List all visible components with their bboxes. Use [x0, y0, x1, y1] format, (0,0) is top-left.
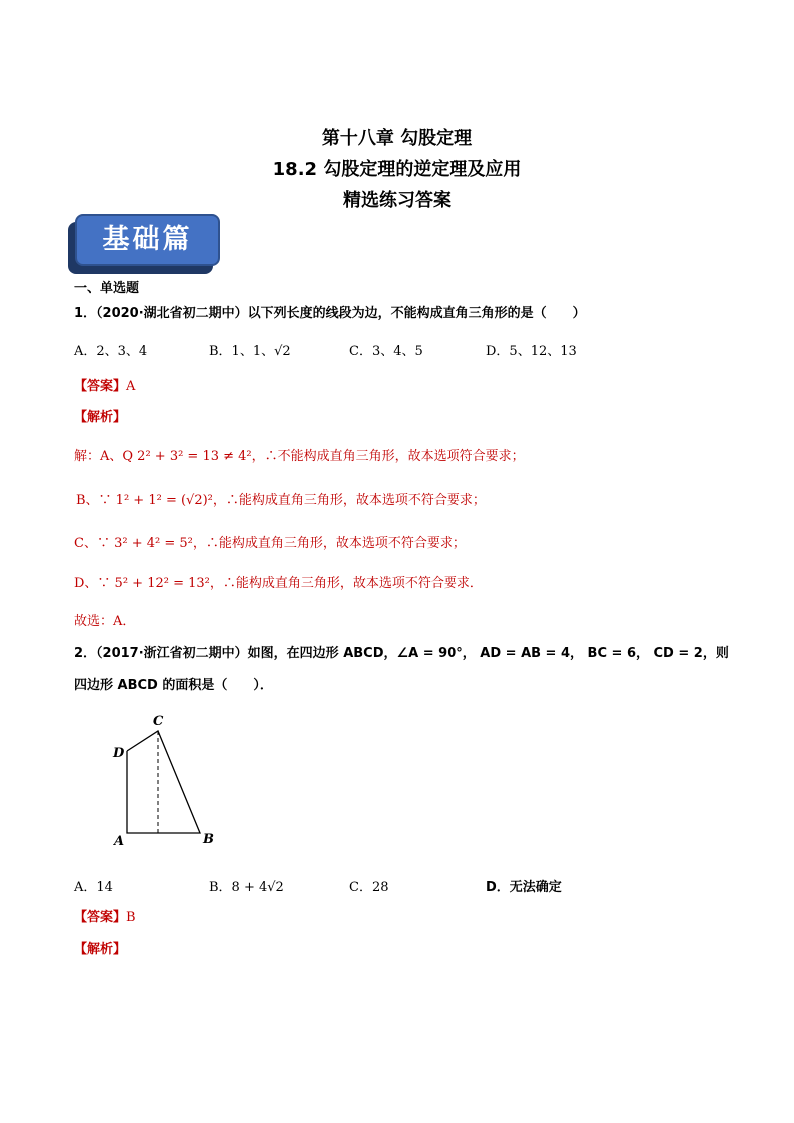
q2-stem-line2: 四边形 ABCD 的面积是（ ）．: [74, 678, 273, 693]
q1-option-a: A．2、3、4: [74, 344, 148, 359]
badge-label: 基础篇: [102, 224, 193, 255]
vertex-c-label: C: [153, 714, 164, 729]
q1-analysis-line-d: D、∵ 5² + 12² = 13²，∴能构成直角三角形，故本选项不符合要求．: [74, 576, 483, 591]
vertex-a-label: A: [114, 834, 125, 849]
q1-option-b: B．1、1、√2: [209, 344, 291, 359]
q2-option-b: B．8 + 4√2: [209, 880, 284, 895]
vertex-d-label: D: [113, 746, 125, 761]
q1-stem: 1．（2020·湖北省初二期中）以下列长度的线段为边，不能构成直角三角形的是（ ）: [74, 306, 586, 321]
q1-answer-value: A: [126, 379, 136, 394]
chapter-title: 第十八章 勾股定理: [321, 128, 473, 149]
q1-analysis-label: 【解析】: [74, 410, 127, 425]
vertex-b-label: B: [203, 832, 214, 847]
q1-answer-label: 【答案】: [74, 379, 127, 394]
subtitle: 精选练习答案: [343, 190, 451, 211]
q2-answer-label: 【答案】: [74, 910, 127, 925]
quadrilateral-outline: [127, 731, 200, 833]
q1-analysis-line-b: B、∵ 1² + 1² = (√2)²，∴能构成直角三角形，故本选项不符合要求；: [76, 493, 486, 508]
section-title: 18.2 勾股定理的逆定理及应用: [272, 159, 522, 180]
basic-section-badge: [75, 214, 220, 266]
q1-answer-row: [74, 375, 135, 394]
q1-option-c: C．3、4、5: [349, 344, 423, 359]
q2-analysis-label: 【解析】: [74, 942, 127, 957]
q1-conclusion: 故选：A．: [74, 614, 136, 629]
section-heading: 一、单选题: [74, 281, 140, 296]
q2-option-c: C．28: [349, 880, 389, 895]
q1-option-d: D．5、12、13: [486, 344, 577, 359]
q1-analysis-line-a: 解：A、Q 2² + 3² = 13 ≠ 4²，∴不能构成直角三角形，故本选项符合要求；: [74, 449, 525, 464]
q2-answer-value: B: [126, 910, 136, 925]
q2-option-a: A．14: [74, 880, 113, 895]
q2-option-d: D．无法确定: [486, 880, 562, 895]
q1-analysis-line-c: C、∵ 3² + 4² = 5²，∴能构成直角三角形，故本选项不符合要求；: [74, 536, 466, 551]
quadrilateral-figure: [100, 708, 230, 853]
q2-answer-row: [74, 906, 136, 925]
q2-stem-line1: 2．（2017·浙江省初二期中）如图，在四边形 ABCD，∠A = 90°， AD = AB = 4， BC = 6， CD = 2，则: [74, 646, 729, 661]
